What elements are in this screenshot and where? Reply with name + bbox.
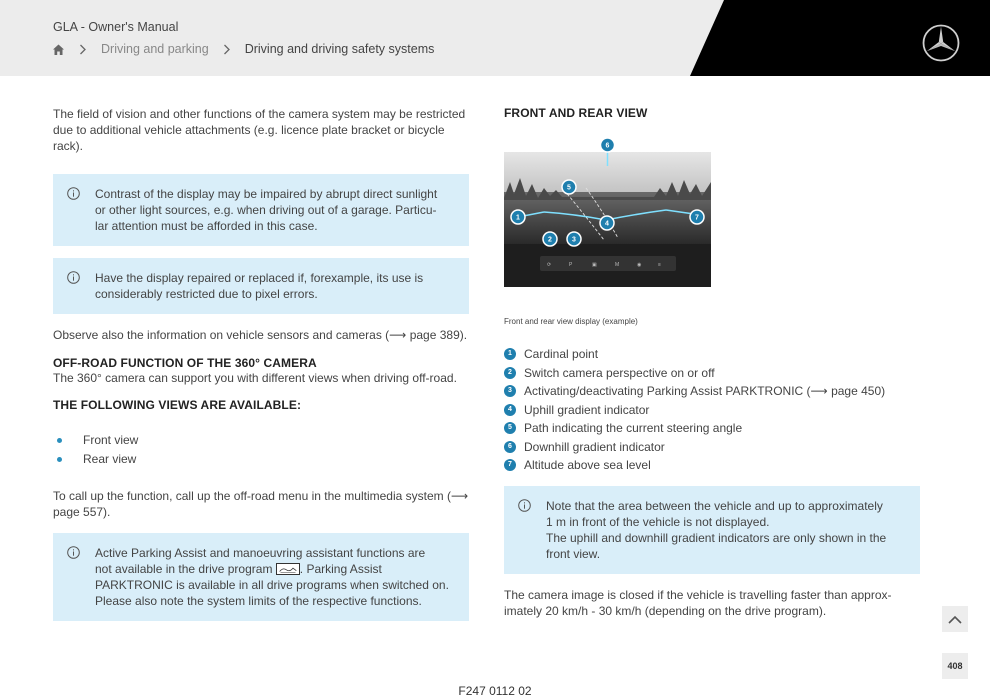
callout-label-6: 6 [605,142,610,150]
legend-item [504,420,920,436]
right-column [504,106,920,619]
callout-label-1: 1 [516,214,520,222]
callout-label-7: 7 [695,214,699,222]
mercedes-star-logo [921,23,961,63]
front-rear-view-heading: FRONT AND REAR VIEW [504,106,648,120]
page-number-badge: 408 [942,653,968,679]
offroad-heading: OFF-ROAD FUNCTION OF THE 360° CAMERA [53,356,317,370]
legend-item [504,457,920,473]
info-icon [518,499,531,512]
legend-number-badge: 7 [504,459,516,471]
callout-label-2: 2 [548,236,552,244]
note-line: PARKTRONIC is available in all drive programs when switched on. [95,578,449,592]
info-note-repair [53,258,469,314]
scroll-to-top-button[interactable] [942,606,968,632]
breadcrumb-driving-and-parking[interactable]: Driving and parking [101,42,209,56]
breadcrumb-current-page: Driving and driving safety systems [244,42,435,56]
menu-glyph: ▣ [592,262,597,268]
note-line: lar attention must be afforded in this case. [95,219,318,233]
info-icon [67,187,80,200]
callout-overlay [504,138,711,298]
info-icon [67,546,80,559]
list-item [53,451,469,467]
note-line: Please also note the system limits of the respective functions. [95,594,422,608]
note-line: or other light sources, e.g. when driving out of a garage. Particu- [95,203,437,217]
camera-display-illustration [504,142,711,287]
legend-number-badge: 3 [504,385,516,397]
home-icon[interactable] [52,43,65,56]
views-list [53,432,469,467]
legend-number-badge: 1 [504,348,516,360]
figure-legend [504,346,920,473]
legend-text: Uphill gradient indicator [524,402,650,417]
callout-label-5: 5 [567,184,571,192]
left-column [53,106,469,621]
legend-number-badge: 5 [504,422,516,434]
menu-glyph: ⟳ [547,262,552,268]
note-line-text: . Parking Assist [299,562,382,576]
note-line: Contrast of the display may be impaired by abrupt direct sunlight [95,187,438,201]
note-line: The uphill and downhill gradient indicators are only shown in the [546,531,887,545]
closing-paragraph: The camera image is closed if the vehicle is travelling faster than approx-imately 20 km/h - 30 km/h (depending on the drive program). [504,588,892,618]
note-line: 1 m in front of the vehicle is not displayed. [546,515,770,529]
note-line: Note that the area between the vehicle and up to approximately [546,499,883,513]
intro-paragraph: The field of vision and other functions of the camera system may be restricted due to additional vehicle attachments (e.g. licence plate bracket or bicycle rack). [53,107,466,153]
chevron-up-icon [948,615,962,624]
info-note-contrast [53,174,469,246]
info-icon [67,271,80,284]
menu-glyph: P [569,262,573,268]
chevron-right-icon [223,44,231,55]
legend-item [504,365,920,381]
legend-item [504,346,920,362]
breadcrumb [52,42,434,56]
note-line [95,561,455,577]
note-line: Active Parking Assist and manoeuvring assistant functions are [95,546,426,560]
chevron-right-icon [79,44,87,55]
legend-item [504,439,920,455]
legend-text: Altitude above sea level [524,458,651,472]
note-line: Have the display repaired or replaced if, forexample, its use is [95,271,424,285]
bullet-dot [57,438,62,443]
menu-glyph: M [615,262,620,268]
legend-text: Downhill gradient indicator [524,439,665,454]
offroad-paragraph: The 360° camera can support you with different views when driving off-road. [53,371,457,385]
page-header [0,0,990,76]
list-item-label: Front view [83,433,139,447]
bullet-dot [57,457,62,462]
callup-paragraph: To call up the function, call up the off-road menu in the multimedia system (⟶ page 557). [53,489,469,519]
legend-text: Path indicating the current steering angle [524,421,743,435]
legend-number-badge: 2 [504,367,516,379]
legend-item [504,402,920,418]
info-note-front-area [504,486,920,574]
callout-label-4: 4 [605,220,609,228]
views-heading: THE FOLLOWING VIEWS ARE AVAILABLE: [53,398,302,412]
list-item-label: Rear view [83,452,137,466]
note-line: front view. [546,547,601,561]
figure-code: F247 0112 02 [458,684,532,698]
document-title: GLA - Owner's Manual [53,20,179,34]
list-item [53,432,469,448]
offroad-drive-program-icon [276,563,300,575]
figure-caption: Front and rear view display (example) [504,317,638,326]
legend-text: Switch camera perspective on or off [524,365,715,380]
legend-text: Activating/deactivating Parking Assist PARKTRONIC (⟶ page 450) [524,384,886,398]
legend-number-badge: 4 [504,404,516,416]
info-note-parking-assist [53,533,469,621]
note-line: considerably restricted due to pixel errors. [95,287,318,301]
note-line-text: not available in the drive program [95,562,273,576]
legend-number-badge: 6 [504,441,516,453]
callout-label-3: 3 [572,236,576,244]
legend-item [504,383,920,399]
menu-glyph: ≡ [658,262,661,268]
observe-paragraph: Observe also the information on vehicle sensors and cameras (⟶ page 389). [53,328,468,342]
legend-text: Cardinal point [524,347,599,361]
menu-glyph: ◉ [637,262,642,268]
